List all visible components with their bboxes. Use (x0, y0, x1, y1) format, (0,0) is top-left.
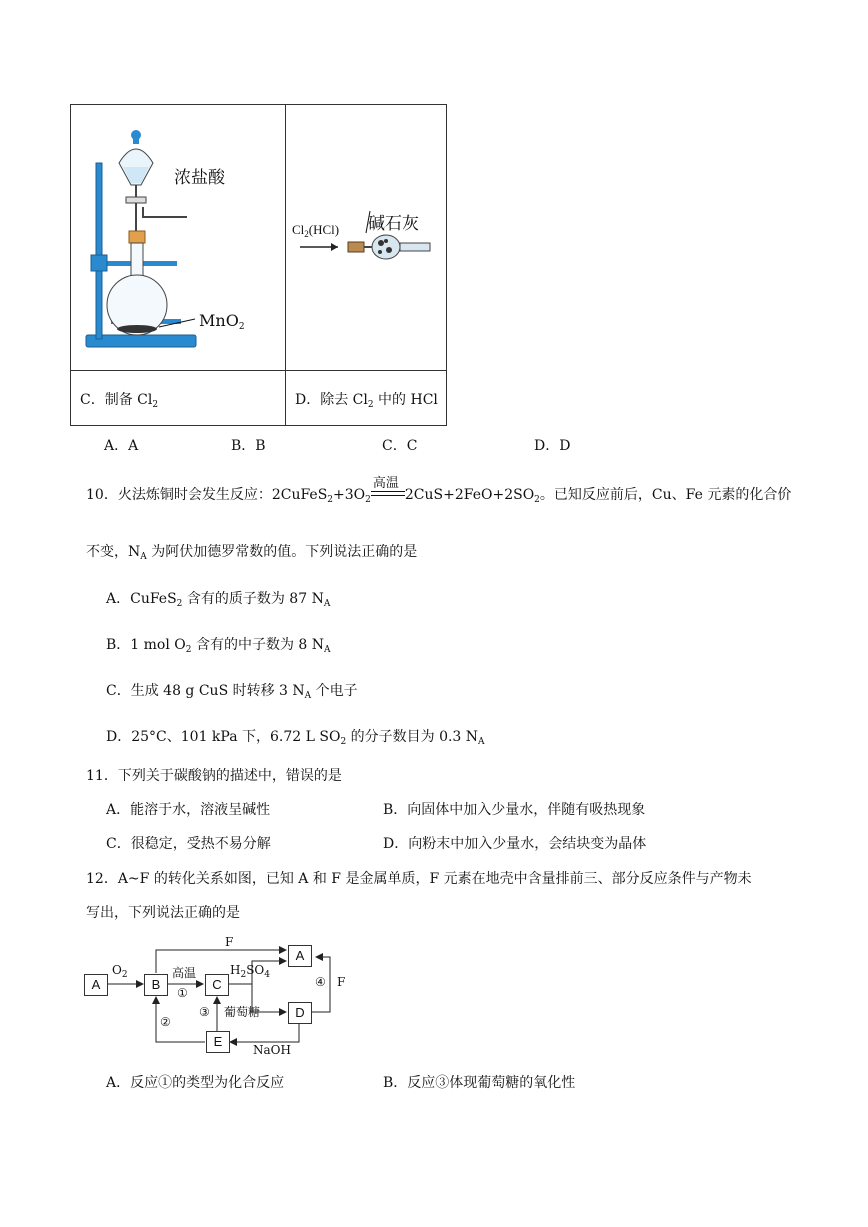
q10-stem-line1 (86, 476, 792, 505)
cl-subscript: 2 (304, 229, 309, 239)
q10-subscript: 2 (327, 495, 334, 505)
node-d: D (288, 1002, 312, 1024)
q9-option-b[interactable]: B．B (231, 438, 266, 454)
transformation-diagram (80, 935, 360, 1060)
q11-option-b[interactable]: B．向固体中加入少量水，伴随有吸热现象 (383, 802, 646, 818)
circle-1-label: ① (177, 986, 188, 1000)
q10-option-b[interactable] (106, 634, 331, 655)
q10-option-d[interactable] (106, 726, 485, 747)
q10-stem-text: 为阿伏加德罗常数的值。下列说法正确的是 (146, 544, 418, 560)
caption-c-subscript: 2 (152, 400, 159, 410)
o2-text: O (112, 963, 122, 977)
reaction-arrow (371, 476, 405, 502)
caption-d-text: D．除去 Cl (295, 392, 368, 408)
q11-option-d[interactable]: D．向粉末中加入少量水，会结块变为晶体 (383, 836, 647, 852)
q10-stem-text: 不变，N (86, 544, 141, 560)
option-text: 的分子数目为 0.3 N (346, 729, 479, 745)
q10-stem-text: 。已知反应前后，Cu、Fe 元素的化合价 (539, 487, 792, 503)
option-subscript: A (478, 737, 485, 747)
caption-d-post: 中的 HCl (373, 392, 438, 408)
option-text: 个电子 (311, 683, 358, 699)
h2so4-text: SO (246, 963, 265, 977)
apparatus-figure-table (70, 104, 447, 426)
q10-stem-line2 (86, 541, 417, 562)
node-a-left: A (84, 974, 108, 996)
h2so4-subscript: 4 (264, 970, 270, 980)
circle-4-label: ④ (315, 975, 326, 989)
q12-option-b[interactable]: B．反应③体现葡萄糖的氧化性 (383, 1075, 576, 1091)
f-top-label: F (225, 935, 234, 949)
option-text: D．25°C、101 kPa 下，6.72 L SO (106, 729, 341, 745)
hcl-paren-text: (HCl) (308, 222, 340, 237)
h2so4-text: H (230, 963, 241, 977)
cl-text: Cl (292, 222, 305, 237)
q11-option-a[interactable]: A．能溶于水，溶液呈碱性 (106, 802, 271, 818)
o2-label (112, 963, 128, 980)
q10-number: 10． (86, 487, 118, 503)
mno2-text: MnO (199, 311, 239, 330)
option-text: A．CuFeS (106, 591, 177, 607)
node-e: E (206, 1031, 230, 1053)
q11-option-c[interactable]: C．很稳定，受热不易分解 (106, 836, 271, 852)
q10-stem-text: +3O (333, 487, 366, 503)
option-text: 含有的质子数为 87 N (182, 591, 324, 607)
q12-stem-line1: 12．A~F 的转化关系如图，已知 A 和 F 是金属单质，F 元素在地壳中含量排前三、部分反应条件与产物未 (86, 871, 752, 887)
q9-option-a[interactable]: A．A (104, 438, 139, 454)
node-c: C (205, 974, 229, 996)
option-subscript: 2 (176, 599, 183, 609)
h2so4-subscript: 2 (240, 970, 247, 980)
circle-2-label: ② (160, 1015, 171, 1029)
caption-d-subscript: 2 (367, 400, 374, 410)
q11-stem: 11．下列关于碳酸钠的描述中，错误的是 (86, 768, 342, 784)
q10-subscript: 2 (365, 495, 371, 505)
q10-stem-text: 2CuS+2FeO+2SO (404, 487, 535, 503)
option-subscript: A (304, 691, 312, 701)
option-subscript: 2 (340, 737, 347, 747)
option-text: 含有的中子数为 8 N (191, 637, 325, 653)
option-c-caption (80, 389, 158, 410)
f-right-label: F (337, 975, 346, 989)
option-subscript: A (324, 645, 331, 655)
high-temp-label: 高温 (172, 966, 197, 980)
chlorine-generator-apparatus-figure (71, 105, 285, 370)
option-d-caption (295, 389, 438, 410)
node-a-right: A (288, 945, 312, 967)
node-b: B (144, 974, 168, 996)
q9-option-d[interactable]: D．D (534, 438, 571, 454)
q10-stem-text: 火法炼铜时会发生反应：2CuFeS (117, 487, 328, 503)
mno2-label (199, 311, 245, 332)
mno2-subscript: 2 (238, 322, 245, 332)
caption-c-text: C．制备 Cl (80, 392, 153, 408)
option-text: C．生成 48 g CuS 时转移 3 N (106, 683, 305, 699)
q12-option-a[interactable]: A．反应①的类型为化合反应 (106, 1075, 285, 1091)
option-subscript: A (323, 599, 331, 609)
o2-subscript: 2 (121, 970, 128, 980)
circle-3-label: ③ (199, 1005, 210, 1019)
h2so4-label (230, 963, 270, 980)
reaction-condition: 高温 (372, 476, 399, 491)
naoh-label: NaOH (253, 1043, 291, 1057)
soda-lime-label: 碱石灰 (368, 214, 419, 234)
option-subscript: 2 (185, 645, 192, 655)
q12-stem-line2: 写出，下列说法正确的是 (86, 905, 240, 921)
q10-subscript: 2 (534, 495, 540, 505)
q9-option-c[interactable]: C．C (382, 438, 418, 454)
q10-subscript: A (140, 552, 147, 562)
q10-option-a[interactable] (106, 588, 330, 609)
chlorine-gas-label (292, 222, 339, 239)
option-text: B．1 mol O (106, 637, 186, 653)
concentrated-hcl-label: 浓盐酸 (174, 168, 225, 188)
table-divider (71, 370, 446, 371)
glucose-label: 葡萄糖 (224, 1005, 261, 1019)
q10-option-c[interactable] (106, 680, 358, 701)
